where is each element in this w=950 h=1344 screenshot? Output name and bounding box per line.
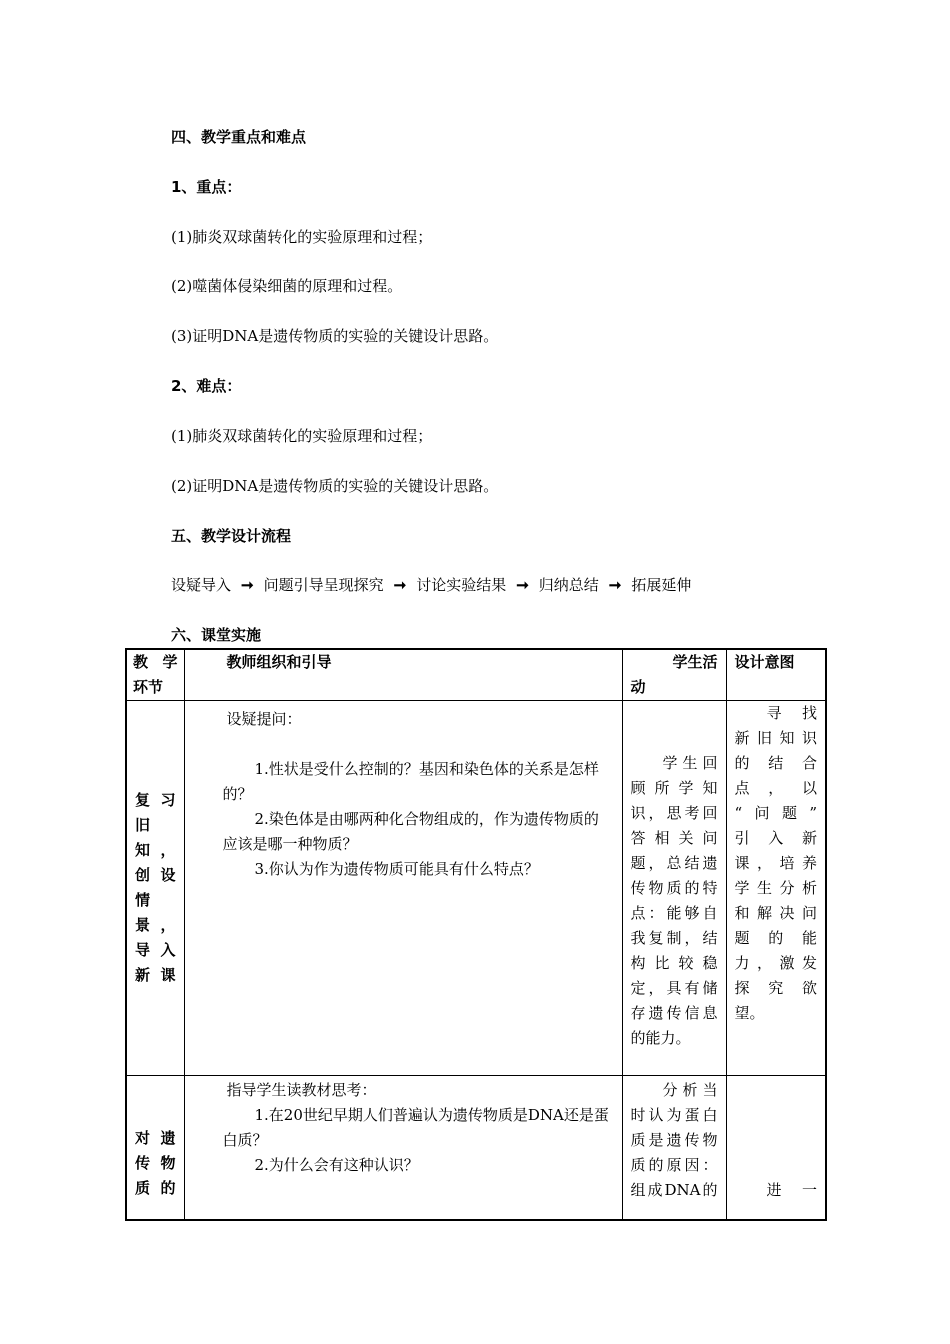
header-stage-line: 教学	[133, 653, 178, 671]
teacher-cell	[184, 701, 622, 1076]
key-point-3: (3)证明DNA是遗传物质的实验的关键设计思路。	[171, 327, 499, 345]
key-points-title: 1、重点：	[171, 178, 242, 196]
header-student: 学生活 动	[622, 649, 726, 701]
table-row	[126, 701, 826, 1076]
flow-step-2: 问题引导呈现探究	[263, 576, 384, 594]
intent-cell: 进一	[726, 1076, 826, 1220]
section5-title: 五、教学设计流程	[171, 527, 292, 545]
stage-cell: 对遗 传物 质的	[126, 1076, 184, 1220]
flow-step-3: 讨论实验结果	[416, 576, 507, 594]
key-point-1: (1)肺炎双球菌转化的实验原理和过程；	[171, 228, 433, 246]
arrow-icon: ➞	[608, 576, 622, 594]
design-flow	[171, 575, 691, 595]
teacher-question: 1.性状是受什么控制的？基因和染色体的关系是怎样的？	[222, 760, 599, 803]
intent-cell: 寻找 新旧知识 的结合 点，以 “问题” 引入新 课，培养 学生分析 和解决问 题的能 力，激发 探究欲 望。	[726, 701, 826, 1076]
flow-step-4: 归纳总结	[538, 576, 599, 594]
arrow-icon: ➞	[241, 576, 254, 594]
teacher-intro: 设疑提问：	[226, 710, 302, 728]
difficulties-title: 2、难点：	[171, 377, 242, 395]
header-stage	[126, 649, 184, 701]
difficulty-1: (1)肺炎双球菌转化的实验原理和过程；	[171, 427, 433, 445]
teacher-question: 1.在20世纪早期人们普遍认为遗传物质是DNA还是蛋白质？	[222, 1106, 609, 1149]
teacher-cell	[184, 1076, 622, 1220]
flow-step-5: 拓展延伸	[631, 576, 692, 594]
header-stage-line: 环节	[133, 678, 164, 696]
header-intent: 设计意图	[726, 649, 826, 701]
teacher-question: 2.染色体是由哪两种化合物组成的，作为遗传物质的应该是哪一种物质？	[222, 810, 599, 853]
key-point-2: (2)噬菌体侵染细菌的原理和过程。	[171, 277, 403, 295]
flow-step-1: 设疑导入	[171, 576, 232, 594]
teacher-question: 2.为什么会有这种认识？	[254, 1156, 419, 1174]
teacher-intro: 指导学生读教材思考：	[226, 1081, 377, 1099]
section4-title: 四、教学重点和难点	[171, 128, 307, 146]
difficulty-2: (2)证明DNA是遗传物质的实验的关键设计思路。	[171, 477, 499, 495]
student-cell: 分析当 时认为蛋白 质是遗传物 质的原因： 组成DNA的	[622, 1076, 726, 1220]
arrow-icon: ➞	[516, 576, 529, 594]
section6-title: 六、课堂实施	[171, 626, 262, 644]
student-cell: 学生回 顾所学知 识，思考回 答相关问 题，总结遗 传物质的特 点：能够自 我复制，结 构比较稳 定，具有储 存遗传信息 的能力。	[622, 701, 726, 1076]
arrow-icon: ➞	[393, 576, 407, 594]
stage-cell: 复习 旧 知， 创设 情 景， 导入 新课	[126, 701, 184, 1076]
header-teacher: 教师组织和引导	[184, 649, 622, 701]
table-header-row	[126, 649, 826, 701]
table-row	[126, 1076, 826, 1220]
lesson-table	[125, 648, 827, 1221]
teacher-question: 3.你认为作为遗传物质可能具有什么特点？	[254, 860, 539, 878]
